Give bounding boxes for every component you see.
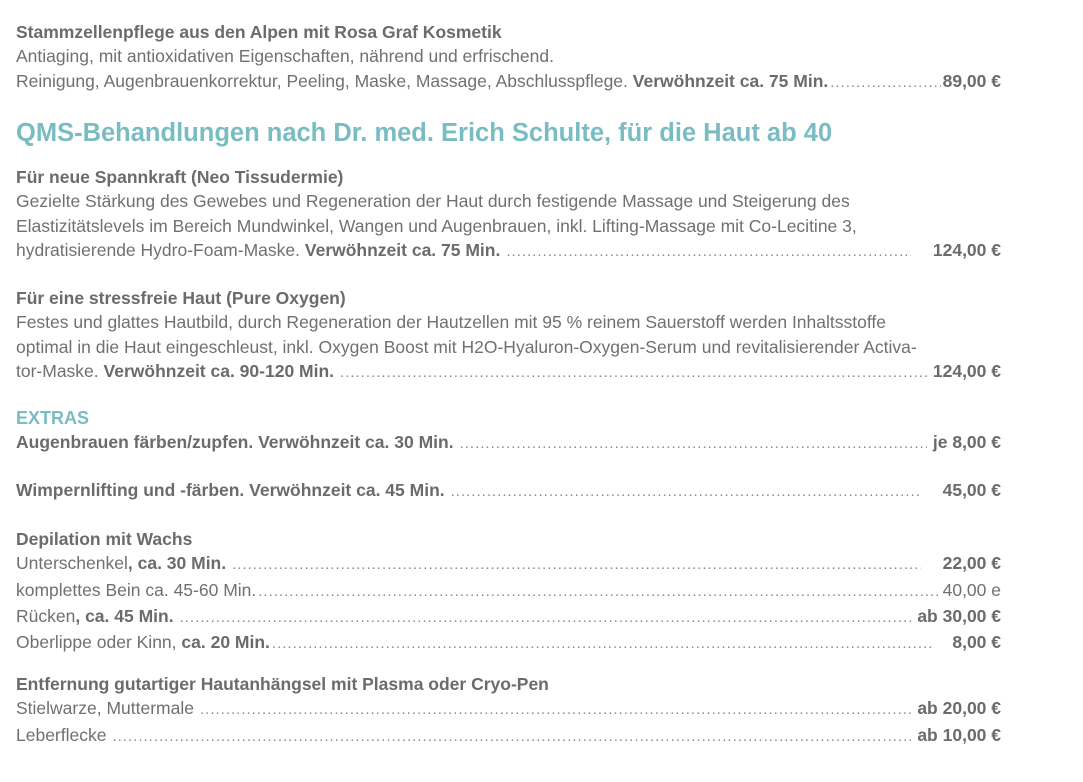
- leader-dots: [506, 240, 911, 264]
- qms-heading: QMS-Behandlungen nach Dr. med. Erich Schulte, für die Haut ab 40: [16, 119, 833, 147]
- rosa-graf-title: Stammzellenpflege aus den Alpen mit Rosa Graf Kosmetik: [16, 22, 502, 42]
- augenbrauen-section: [16, 430, 1001, 456]
- oxygen-title: Für eine stressfreie Haut (Pure Oxygen): [16, 288, 346, 308]
- neo-title: Für neue Spannkraft (Neo Tissudermie): [16, 167, 344, 187]
- wimpern-label: Wimpernlifting und -färben. Verwöhnzeit ca. 45 Min.: [16, 480, 445, 500]
- rosa-graf-description-2: Reinigung, Augenbrauenkorrektur, Peeling, Maske, Massage, Abschlusspflege. Verwöhnzeit ca. 75 Min.: [16, 70, 829, 91]
- depilation-item-price: 22,00 €: [942, 553, 1001, 574]
- neo-description-1: Gezielte Stärkung des Gewebes und Regeneration der Haut durch festigende Massage und Steigerung des: [16, 191, 850, 212]
- leader-dots: [451, 480, 921, 504]
- plasma-section: [16, 672, 1001, 749]
- plasma-item-price: ab 10,00 €: [917, 724, 1001, 745]
- depilation-item-label: Unterschenkel: [16, 553, 128, 574]
- leader-dots: [200, 698, 911, 722]
- augenbrauen-row: [16, 430, 1001, 456]
- leader-dots: [112, 725, 911, 749]
- rosa-graf-price-row: [16, 69, 1001, 95]
- plasma-item-label: Leberflecke: [16, 724, 107, 745]
- depilation-item-price: 8,00 €: [952, 632, 1001, 653]
- neo-description-3: hydratisierende Hydro-Foam-Maske.: [16, 239, 300, 260]
- augenbrauen-price: je 8,00 €: [932, 432, 1001, 452]
- depilation-row: [16, 630, 1001, 656]
- oxygen-price-row: [16, 359, 1001, 385]
- neo-time: Verwöhnzeit ca. 75 Min.: [304, 239, 501, 260]
- oxygen-description-1: Festes und glattes Hautbild, durch Regeneration der Hautzellen mit 95 % reinem Sauerstoff werden Inhaltsstoffe: [16, 312, 886, 333]
- depilation-row: [16, 578, 1001, 604]
- neo-description-2: Elastizitätslevels im Bereich Mundwinkel, Wangen und Augenbrauen, inkl. Lifting-Massage mit Co-Lecitine 3,: [16, 215, 857, 236]
- leader-dots: [180, 606, 912, 630]
- neo-tissudermie-section: [16, 165, 1001, 264]
- depilation-row: [16, 551, 1001, 577]
- leader-dots: [272, 632, 934, 656]
- leader-dots: [460, 432, 927, 456]
- rosa-graf-price: 89,00 €: [942, 70, 1001, 91]
- extras-heading: EXTRAS: [16, 408, 90, 428]
- neo-price-row: [16, 238, 1001, 264]
- depilation-title: Depilation mit Wachs: [16, 529, 193, 549]
- depilation-item-time: , ca. 30 Min.: [127, 553, 227, 574]
- wimpern-section: [16, 478, 1001, 504]
- depilation-item-label: komplettes Bein ca. 45-60 Min.: [16, 579, 257, 600]
- rosa-graf-description-1: Antiaging, mit antioxidativen Eigenschaften, nährend und erfrischend.: [16, 46, 554, 67]
- neo-price: 124,00 €: [932, 239, 1001, 260]
- oxygen-description-3: tor-Maske.: [16, 360, 99, 381]
- depilation-item-time: , ca. 45 Min.: [75, 605, 174, 626]
- depilation-item-label: Rücken: [16, 605, 76, 626]
- oxygen-description-2: optimal in die Haut eingeschleust, inkl. Oxygen Boost mit H2O-Hyaluron-Oxygen-Serum und revitalisierender Activa-: [16, 336, 917, 357]
- plasma-title: Entfernung gutartiger Hautanhängsel mit Plasma oder Cryo-Pen: [16, 674, 549, 694]
- leader-dots: [258, 580, 940, 604]
- depilation-item-label: Oberlippe oder Kinn,: [16, 632, 177, 653]
- rosa-graf-section: [16, 20, 1001, 95]
- depilation-row: [16, 604, 1001, 630]
- oxygen-time: Verwöhnzeit ca. 90-120 Min.: [103, 360, 335, 381]
- plasma-item-label: Stielwarze, Muttermale: [16, 698, 194, 719]
- pure-oxygen-section: [16, 286, 1001, 385]
- plasma-row: [16, 696, 1001, 722]
- oxygen-price: 124,00 €: [932, 360, 1001, 381]
- depilation-section: [16, 527, 1001, 656]
- depilation-item-time: ca. 20 Min.: [176, 632, 270, 653]
- depilation-item-price: 40,00 e: [942, 579, 1001, 600]
- plasma-row: [16, 723, 1001, 749]
- plasma-item-price: ab 20,00 €: [917, 698, 1001, 719]
- depilation-item-price: ab 30,00 €: [917, 605, 1001, 626]
- wimpern-price: 45,00 €: [942, 480, 1001, 500]
- wimpern-row: [16, 478, 1001, 504]
- leader-dots: [340, 361, 927, 385]
- rosa-graf-time: Verwöhnzeit ca. 75 Min.: [632, 70, 829, 91]
- augenbrauen-label: Augenbrauen färben/zupfen. Verwöhnzeit ca. 30 Min.: [16, 432, 454, 452]
- leader-dots: [232, 553, 921, 577]
- leader-dots: [830, 71, 940, 95]
